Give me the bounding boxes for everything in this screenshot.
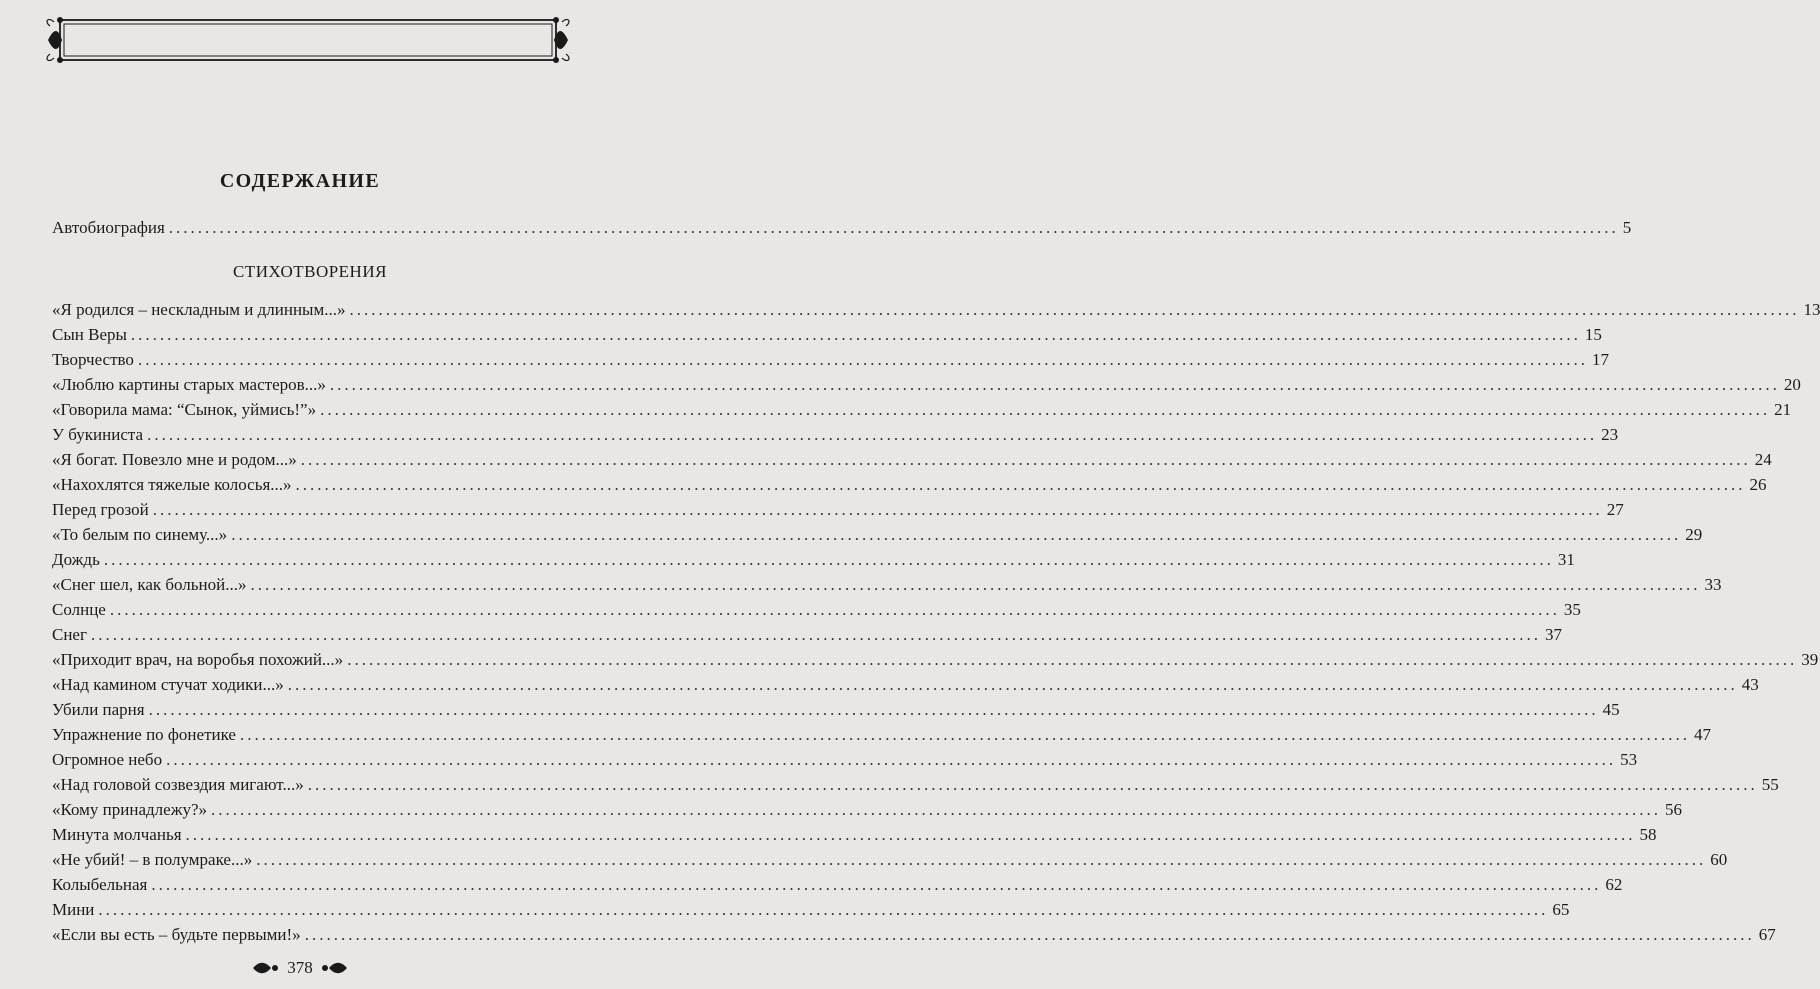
toc-entry-title: Упражнение по фонетике (52, 725, 236, 744)
toc-entry-page: 55 (1761, 775, 1779, 794)
toc-entry-page: 35 (1563, 600, 1581, 619)
toc-entry-page: 62 (1605, 875, 1623, 894)
toc-entry-autobiography (52, 216, 1632, 240)
toc-entry-title: «Я родился – нескладным и длинным...» (52, 300, 346, 319)
toc-entry-title: Автобиография (52, 218, 165, 237)
toc-entry (52, 748, 1638, 772)
leader-dots: ........................................................................................................................................................................................................ (320, 400, 1771, 419)
toc-entry (52, 848, 1728, 872)
toc-entry-page: 20 (1783, 375, 1801, 394)
toc-entry (52, 573, 1722, 597)
leader-dots: ........................................................................................................................................................................................................ (307, 775, 1758, 794)
toc-entry-title: У букиниста (52, 425, 144, 444)
leader-dots: ........................................................................................................................................................................................................ (137, 350, 1588, 369)
toc-entry-page: 33 (1704, 575, 1722, 594)
toc-entry-title: Дождь (52, 550, 100, 569)
toc-entry-title: «Над головой созвездия мигают...» (52, 775, 304, 794)
toc-entry (52, 448, 1772, 472)
leader-dots: ........................................................................................................................................................................................................ (147, 425, 1598, 444)
leader-dots: ........................................................................................................................................................................................................ (231, 525, 1682, 544)
toc-entry (52, 373, 1801, 397)
toc-entry-page: 31 (1557, 550, 1575, 569)
toc-entry-title: «Снег шел, как больной...» (52, 575, 247, 594)
toc-entry-title: «Не убий! – в полумраке...» (52, 850, 253, 869)
toc-entry (52, 898, 1570, 922)
leader-dots: ........................................................................................................................................................................................................ (166, 750, 1617, 769)
toc-entry-page: 23 (1601, 425, 1619, 444)
leader-dots: ........................................................................................................................................................................................................ (98, 900, 1549, 919)
toc-entry-page: 13 (1803, 300, 1820, 319)
toc-entry-title: Минута молчанья (52, 825, 182, 844)
toc-entry (52, 773, 1779, 797)
toc-entry (52, 498, 1624, 522)
toc-entry (52, 623, 1562, 647)
toc-entry (52, 598, 1581, 622)
toc-entry-title: Перед грозой (52, 500, 149, 519)
toc-entry (52, 473, 1767, 497)
toc-entry (52, 298, 1820, 322)
toc-entry-page: 58 (1639, 825, 1657, 844)
toc-entry-page: 45 (1602, 700, 1620, 719)
leader-dots: ........................................................................................................................................................................................................ (300, 450, 1751, 469)
leader-dots: ........................................................................................................................................................................................................ (256, 850, 1707, 869)
toc-entry-page: 60 (1710, 850, 1728, 869)
toc-entry-page: 15 (1584, 325, 1602, 344)
toc-entry (52, 673, 1759, 697)
page-title: СОДЕРЖАНИЕ (219, 170, 381, 192)
toc-entry-page: 56 (1664, 800, 1682, 819)
toc-entry-title: Убили парня (52, 700, 145, 719)
toc-entry-page: 39 (1801, 650, 1819, 669)
leader-dots: ........................................................................................................................................................................................................ (148, 700, 1599, 719)
leader-dots: ........................................................................................................................................................................................................ (109, 600, 1560, 619)
toc-entry (52, 923, 1776, 947)
toc-entry-title: «Люблю картины старых мастеров...» (52, 375, 326, 394)
toc-entry-title: Сын Веры (52, 325, 127, 344)
toc-entry-title: «Нахохлятся тяжелые колосья...» (52, 475, 292, 494)
leader-dots: ........................................................................................................................................................................................................ (329, 375, 1780, 394)
ornamental-frame-icon (44, 14, 572, 66)
toc-entry (52, 423, 1619, 447)
toc-entry-title: «То белым по синему...» (52, 525, 228, 544)
leader-dots: ........................................................................................................................................................................................................ (185, 825, 1636, 844)
toc-entry-title: Колыбельная (52, 875, 148, 894)
toc-entry-title: «Говорила мама: “Сынок, уймись!”» (52, 400, 317, 419)
leader-dots: ........................................................................................................................................................................................................ (151, 875, 1602, 894)
toc-entry-title: Снег (52, 625, 87, 644)
toc-entry-page: 26 (1749, 475, 1767, 494)
toc-entry-page: 47 (1693, 725, 1711, 744)
toc-entry-title: «Приходит врач, на воробья похожий...» (52, 650, 344, 669)
toc-entry-title: «Над камином стучат ходики...» (52, 675, 284, 694)
leader-dots: ........................................................................................................................................................................................................ (103, 550, 1554, 569)
page-number: 378 (287, 958, 313, 977)
leader-dots: ........................................................................................................................................................................................................ (250, 575, 1701, 594)
toc-entry-page: 67 (1758, 925, 1776, 944)
leader-dots: ........................................................................................................................................................................................................ (304, 925, 1755, 944)
toc-entry-page: 17 (1591, 350, 1609, 369)
toc-entry-title: Огромное небо (52, 750, 163, 769)
section-heading: СТИХОТВОРЕНИЯ (233, 262, 387, 281)
leader-dots: ........................................................................................................................................................................................................ (239, 725, 1690, 744)
toc-entry (52, 698, 1620, 722)
toc-entry-title: Творчество (52, 350, 134, 369)
toc-entry (52, 548, 1575, 572)
toc-entry-page: 65 (1552, 900, 1570, 919)
toc-entry (52, 523, 1703, 547)
toc-entry (52, 323, 1602, 347)
leader-dots: ........................................................................................................................................................................................................ (287, 675, 1738, 694)
toc-entry (52, 648, 1819, 672)
toc-entry (52, 873, 1623, 897)
floral-ornament-icon (251, 961, 281, 975)
toc-entry-page: 21 (1774, 400, 1792, 419)
toc-entry (52, 348, 1609, 372)
toc-entry-title: «Если вы есть – будьте первыми!» (52, 925, 301, 944)
toc-entry-page: 29 (1685, 525, 1703, 544)
leader-dots: ........................................................................................................................................................................................................ (168, 218, 1619, 237)
toc-entry-title: «Кому принадлежу?» (52, 800, 207, 819)
toc-entry-title: Солнце (52, 600, 106, 619)
toc-entry-page: 24 (1754, 450, 1772, 469)
toc-entry (52, 798, 1682, 822)
leader-dots: ........................................................................................................................................................................................................ (152, 500, 1603, 519)
toc-entry (52, 823, 1657, 847)
leader-dots: ........................................................................................................................................................................................................ (90, 625, 1541, 644)
toc-entry-page: 5 (1622, 218, 1632, 237)
leader-dots: ........................................................................................................................................................................................................ (295, 475, 1746, 494)
toc-entry-page: 53 (1620, 750, 1638, 769)
toc-entry-page: 43 (1741, 675, 1759, 694)
toc-entry-title: «Я богат. Повезло мне и родом...» (52, 450, 297, 469)
floral-ornament-icon (319, 961, 349, 975)
toc-entry-page: 27 (1606, 500, 1624, 519)
page-footer (0, 958, 600, 978)
toc-entry-title: Мини (52, 900, 95, 919)
toc-entry (52, 723, 1711, 747)
leader-dots: ........................................................................................................................................................................................................ (347, 650, 1798, 669)
leader-dots: ........................................................................................................................................................................................................ (130, 325, 1581, 344)
toc-entry-page: 37 (1544, 625, 1562, 644)
toc-entry (52, 398, 1792, 422)
leader-dots: ........................................................................................................................................................................................................ (210, 800, 1661, 819)
leader-dots: ........................................................................................................................................................................................................ (349, 300, 1800, 319)
